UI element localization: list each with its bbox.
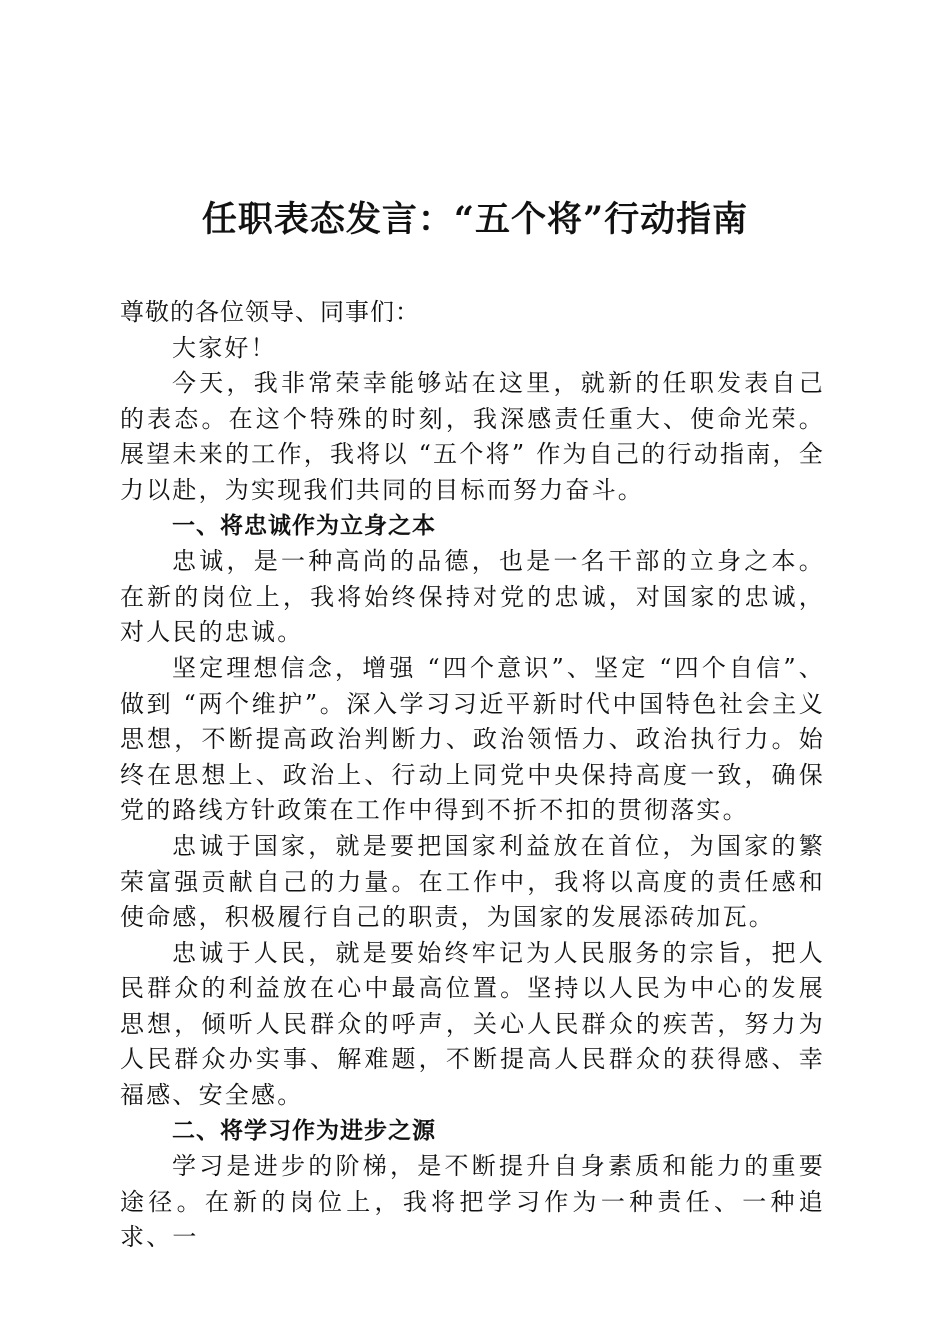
paragraph: 今天，我非常荣幸能够站在这里，就新的任职发表自己的表态。在这个特殊的时刻，我深感责任重大、使命光荣。展望未来的工作，我将以 “五个将” 作为自己的行动指南，全力以赴，为实现我们共同的目标而努力奋斗。 bbox=[120, 369, 825, 504]
document-body bbox=[120, 295, 825, 1256]
paragraph: 忠诚于国家，就是要把国家利益放在首位，为国家的繁荣富强贡献自己的力量。在工作中，我将以高度的责任感和使命感，积极履行自己的职责，为国家的发展添砖加瓦。 bbox=[120, 831, 825, 932]
salutation: 尊敬的各位领导、同事们： bbox=[120, 298, 420, 326]
section-heading: 一、将忠诚作为立身之本 bbox=[172, 512, 436, 539]
paragraph: 学习是进步的阶梯，是不断提升自身素质和能力的重要途径。在新的岗位上，我将把学习作为一种责任、一种追求、一 bbox=[120, 1152, 825, 1252]
section-heading: 二、将学习作为进步之源 bbox=[172, 1117, 436, 1144]
greeting: 大家好！ bbox=[172, 333, 277, 362]
paragraph: 坚定理想信念，增强 “四个意识”、坚定 “四个自信”、做到 “两个维护”。深入学习习近平新时代中国特色社会主义思想，不断提高政治判断力、政治领悟力、政治执行力。始终在思想上、政治上、行动上同党中央保持高度一致，确保党的路线方针政策在工作中得到不折不扣的贯彻落实。 bbox=[120, 653, 825, 825]
document-title: 任职表态发言：“五个将”行动指南 bbox=[201, 199, 749, 240]
paragraph: 忠诚，是一种高尚的品德，也是一名干部的立身之本。在新的岗位上，我将始终保持对党的忠诚，对国家的忠诚，对人民的忠诚。 bbox=[120, 547, 825, 647]
paragraph: 忠诚于人民，就是要始终牢记为人民服务的宗旨，把人民群众的利益放在心中最高位置。坚持以人民为中心的发展思想，倾听人民群众的呼声，关心人民群众的疾苦，努力为人民群众办实事、解难题，不断提高人民群众的获得感、幸福感、安全感。 bbox=[120, 938, 825, 1110]
